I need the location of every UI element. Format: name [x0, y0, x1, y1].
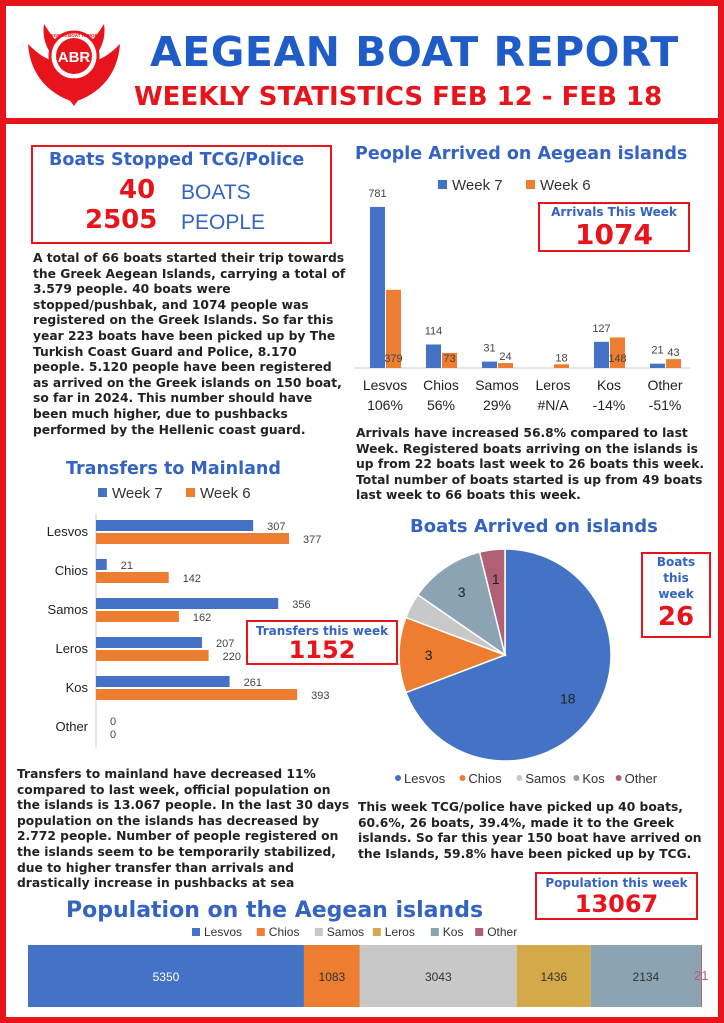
legend-label: Other: [487, 925, 518, 939]
data-label: 73: [443, 353, 456, 365]
arrivals-badge: [538, 202, 690, 252]
data-label: 377: [302, 534, 322, 546]
legend-swatch: [192, 928, 200, 936]
transfers-badge-title: Transfers this week: [255, 624, 389, 638]
transfers-badge-value: 1152: [288, 636, 356, 664]
header: [6, 6, 718, 124]
people-stopped-label: PEOPLE: [181, 211, 266, 234]
legend-label: Week 6: [200, 485, 251, 502]
data-label: 21: [651, 344, 664, 357]
bar-week-6-samos: [96, 611, 179, 622]
legend-swatch: [373, 928, 381, 936]
pie-label: 1: [491, 571, 500, 588]
category-label: Other: [647, 377, 683, 393]
data-label: 18: [555, 352, 568, 365]
bar-week-6-chios: [96, 572, 169, 583]
report-title: AEGEAN BOAT REPORT: [150, 28, 679, 76]
legend-swatch: [257, 928, 265, 936]
svg-text:ABR: ABR: [57, 49, 91, 66]
data-label: 114: [424, 325, 443, 338]
transfers-paragraph: Transfers to mainland have decreased 11% compared to last week, official population on the islands is 13.067 people. In the last 30 days population on the islands has decreased by 2.772 people. Number of people registered on the islands seem to be temporarily stabilized, due to higher transfer than arrivals and drastically increase in pushbacks at sea: [17, 767, 350, 891]
data-label: 162: [192, 612, 212, 624]
arrivals-badge-value: 1074: [575, 218, 653, 251]
boats-stopped-title: Boats Stopped TCG/Police: [49, 150, 305, 170]
data-label: 31: [483, 342, 496, 355]
transfers-title: Transfers to Mainland: [66, 459, 281, 479]
data-label: 0: [110, 716, 117, 728]
data-label: 127: [592, 322, 611, 335]
pie-label: 3: [457, 584, 466, 601]
category-label: Lesvos: [362, 377, 408, 393]
legend-label: Week 6: [540, 177, 591, 194]
data-label: 307: [267, 521, 286, 533]
bar-week-7-lesvos: [96, 520, 253, 531]
bar-week-6-other: [666, 359, 681, 368]
population-badge: [535, 872, 698, 920]
category-label: Leros: [55, 641, 88, 656]
category-label: Leros: [535, 377, 571, 393]
data-label: 261: [243, 677, 262, 689]
data-label: 21: [120, 560, 133, 572]
legend-swatch: [431, 928, 439, 936]
legend-label: Kos: [582, 771, 605, 786]
boats-stopped-label: BOATS: [181, 181, 251, 204]
boats-badge-line1: Boats: [656, 555, 696, 569]
population-badge-title: Population this week: [545, 876, 688, 890]
bar-week-7-lesvos: [370, 207, 385, 368]
data-label: 0: [110, 729, 117, 741]
legend-label: Samos: [525, 771, 566, 786]
category-label: Samos: [47, 602, 88, 617]
legend-swatch: [395, 775, 401, 781]
boats-stopped-box: [31, 145, 332, 244]
category-label: Chios: [423, 377, 459, 393]
legend-swatch: [516, 775, 522, 781]
people-stopped-value: 2505: [85, 205, 158, 235]
bar-week-7-kos: [96, 676, 230, 687]
boats-badge: [641, 552, 711, 638]
boats-stopped-value: 40: [119, 175, 156, 205]
legend-swatch: [573, 775, 579, 781]
category-label: Kos: [65, 680, 88, 695]
arrivals-badge-title: Arrivals This Week: [551, 205, 677, 219]
bar-week-7-leros: [96, 637, 202, 648]
data-label: 142: [182, 573, 202, 585]
category-change: 29%: [482, 397, 512, 413]
category-label: Kos: [596, 377, 622, 393]
bar-week-6-samos: [498, 363, 513, 368]
data-label: 24: [499, 351, 512, 364]
legend-swatch: [475, 928, 483, 936]
svg-text:AEGEAN BOAT REPORT: AEGEAN BOAT REPORT: [47, 33, 101, 38]
legend-label: Lesvos: [404, 771, 446, 786]
population-label: 3043: [424, 970, 452, 984]
bar-week-7-kos: [594, 342, 609, 368]
category-change: #N/A: [537, 397, 569, 413]
category-change: 106%: [367, 397, 403, 413]
category-label: Samos: [475, 377, 519, 393]
legend-label: Week 7: [112, 485, 163, 502]
population-label: 5350: [152, 970, 180, 984]
pie-label: 18: [560, 690, 576, 707]
legend-label: Leros: [384, 925, 415, 939]
abr-logo: [18, 14, 130, 114]
arrivals-title: People Arrived on Aegean islands: [355, 144, 688, 164]
legend-swatch: [186, 488, 195, 497]
category-label: Other: [55, 719, 88, 734]
legend-swatch: [459, 775, 465, 781]
legend-label: Chios: [468, 771, 502, 786]
category-label: Chios: [54, 563, 88, 578]
pie-label: 3: [424, 647, 433, 663]
data-label: 781: [368, 187, 387, 200]
bar-week-7-samos: [96, 598, 278, 609]
population-title: Population on the Aegean islands: [66, 898, 484, 923]
legend-label: Week 7: [452, 177, 503, 194]
bar-week-7-chios: [426, 344, 441, 368]
intro-paragraph: A total of 66 boats started their trip towards the Greek Aegean Islands, carrying a total of 3.579 people. 40 boats were stopped/pushbak, and 1074 people was registered on the Greek Islands. So far this year 223 boats have been picked up by The Turkish Coast Guard and Police, 8.170 people. 5.120 people have been registered as arrived on the Greek islands on 150 boat, so far in 2024. This number should have been much higher, due to pushbacks performed by the Hellenic coast guard.: [33, 251, 346, 437]
bar-week-6-leros: [96, 650, 209, 661]
data-label: 379: [384, 353, 403, 365]
data-label: 43: [667, 347, 680, 360]
transfers-chart: [20, 480, 360, 755]
transfers-badge: [246, 620, 398, 665]
bar-week-7-chios: [96, 559, 107, 570]
legend-swatch: [616, 775, 622, 781]
category-change: -51%: [648, 397, 682, 413]
data-label: 220: [222, 651, 241, 663]
population-label: 2134: [632, 970, 660, 984]
legend-label: Chios: [268, 925, 300, 939]
bar-week-6-leros: [554, 364, 569, 368]
data-label: 393: [311, 690, 330, 702]
legend-swatch: [438, 180, 447, 189]
legend-swatch: [315, 928, 323, 936]
population-label: 1083: [318, 970, 346, 984]
category-change: 56%: [426, 397, 456, 413]
bar-week-7-samos: [482, 362, 497, 368]
bar-week-6-kos: [96, 689, 297, 700]
legend-label: Kos: [442, 925, 464, 939]
bar-week-7-other: [650, 364, 665, 368]
data-label: 356: [292, 599, 311, 611]
population-label: 1436: [540, 970, 568, 984]
population-badge-value: 13067: [574, 890, 659, 918]
legend-label: Lesvos: [204, 925, 243, 939]
boats-paragraph: This week TCG/police have picked up 40 boats, 60.6%, 26 boats, 39.4%, made it to the Greek islands. So far this year 150 boat have arrived on the Islands, 59.8% have been picked up by TCG.: [358, 800, 702, 861]
boats-badge-value: 26: [657, 602, 695, 632]
legend-swatch: [98, 488, 107, 497]
report-subtitle: WEEKLY STATISTICS FEB 12 - FEB 18: [134, 82, 663, 112]
boats-badge-line3: week: [658, 587, 694, 601]
data-label: 207: [215, 638, 235, 650]
legend-swatch: [526, 180, 535, 189]
category-change: -14%: [592, 397, 626, 413]
population-chart: [20, 923, 710, 1013]
bar-week-6-lesvos: [96, 533, 289, 544]
data-label: 148: [608, 353, 627, 365]
category-label: Lesvos: [46, 524, 88, 539]
legend-label: Samos: [326, 925, 365, 939]
boats-badge-line2: this: [663, 571, 689, 585]
page-number: 21: [694, 968, 709, 983]
legend-label: Other: [624, 771, 658, 786]
boats-arrived-title: Boats Arrived on islands: [410, 516, 658, 537]
arrivals-paragraph: Arrivals have increased 56.8% compared to last Week. Registered boats arriving on the islands is up from 22 boats last week to 26 boats this week. Total number of boats started is up from 49 boats last week to 66 boats this week.: [356, 426, 705, 503]
